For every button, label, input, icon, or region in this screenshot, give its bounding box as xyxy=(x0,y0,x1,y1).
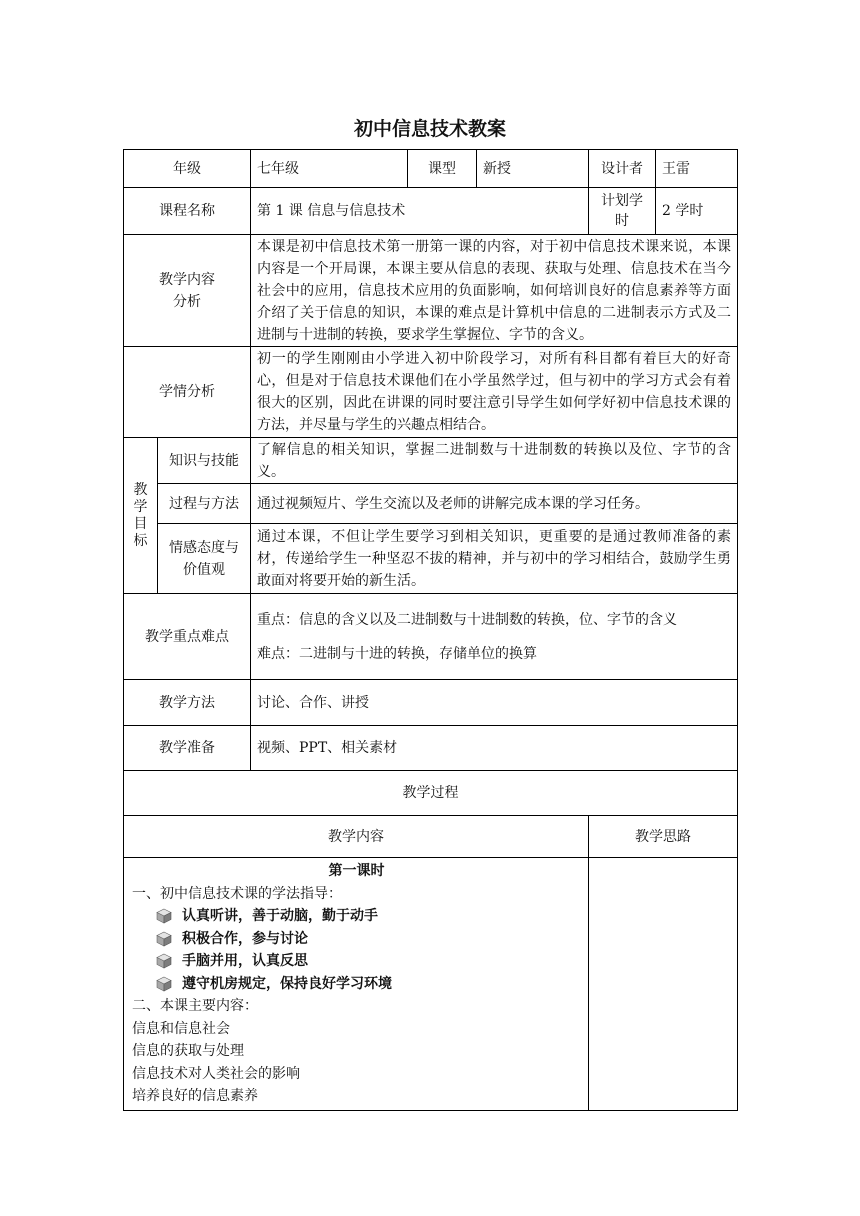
emotion-label xyxy=(158,524,251,594)
content-analysis-label-line1: 教学内容 xyxy=(159,271,215,288)
column-content: 教学内容 xyxy=(124,816,589,858)
column-thinking: 教学思路 xyxy=(589,816,738,858)
content-analysis-label-line2: 分析 xyxy=(173,293,201,310)
lesson-plan-table xyxy=(123,149,738,1111)
course-value: 第 1 课 信息与信息技术 xyxy=(251,188,589,235)
page-title: 初中信息技术教案 xyxy=(353,118,506,140)
student-analysis-label: 学情分析 xyxy=(124,347,251,438)
grade-label: 年级 xyxy=(124,150,251,188)
hours-value: 2 学时 xyxy=(656,188,738,235)
goals-char: 目 xyxy=(133,515,148,532)
lesson-content-cell xyxy=(124,858,589,1111)
list-item: 信息的获取与处理 xyxy=(132,1043,244,1059)
designer-value: 王雷 xyxy=(656,150,738,188)
list-item xyxy=(132,950,581,973)
preparation-text: 视频、PPT、相关素材 xyxy=(251,726,738,771)
list-item xyxy=(132,973,581,996)
emotion-label-line2: 价值观 xyxy=(183,561,225,578)
grade-value: 七年级 xyxy=(251,150,408,188)
gray-cube-icon xyxy=(156,931,172,947)
emotion-text: 通过本课，不但让学生要学习到相关知识，更重要的是通过教师准备的素材，传递给学生一种坚忍不拔的精神，并与初中的学习相结合，鼓励学生勇敢面对将要开始的新生活。 xyxy=(251,524,738,594)
student-analysis-text: 初一的学生刚刚由小学进入初中阶段学习，对所有科目都有着巨大的好奇心，但是对于信息技术课他们在小学虽然学过，但与初中的学习方式会有着很大的区别，因此在讲课的同时要注意引导学生如何学好初中信息技术课的方法，并尽量与学生的兴趣点相结合。 xyxy=(251,347,738,438)
key-points-label: 教学重点难点 xyxy=(124,594,251,680)
goals-char: 教 xyxy=(133,481,148,498)
type-label: 课型 xyxy=(408,150,477,188)
knowledge-text: 了解信息的相关知识，掌握二进制数与十进制数的转换以及位、字节的含义。 xyxy=(251,438,738,484)
designer-label: 设计者 xyxy=(589,150,656,188)
lesson-section1: 一、初中信息技术课的学法指导： xyxy=(132,885,342,902)
list-item: 培养良好的信息素养 xyxy=(132,1088,258,1104)
lesson-section2: 二、本课主要内容： xyxy=(132,998,258,1014)
goals-label xyxy=(124,438,158,594)
process-header: 教学过程 xyxy=(124,771,738,816)
list-item xyxy=(132,928,581,951)
gray-cube-icon xyxy=(156,953,172,969)
bullet-text: 积极合作，参与讨论 xyxy=(182,930,308,947)
method-text: 讨论、合作、讲授 xyxy=(251,680,738,726)
content-analysis-text: 本课是初中信息技术第一册第一课的内容，对于初中信息技术课来说，本课内容是一个开局课，本课主要从信息的表现、获取与处理、信息技术在当今社会中的应用，信息技术应用的负面影响，如何培训良好的信息素养等方面介绍了关于信息的知识，本课的难点是计算机中信息的二进制表示方式及二进制与十进制的转换，要求学生掌握位、字节的含义。 xyxy=(251,235,738,347)
process-method-text: 通过视频短片、学生交流以及老师的讲解完成本课的学习任务。 xyxy=(251,484,738,524)
lesson-thinking-cell xyxy=(589,858,738,1111)
goals-char: 学 xyxy=(133,498,148,515)
lesson-title: 第一课时 xyxy=(328,863,385,879)
bullet-text: 认真听讲，善于动脑，勤于动手 xyxy=(182,908,378,924)
list-item: 信息技术对人类社会的影响 xyxy=(132,1065,300,1082)
key-difficulty: 难点：二进制与十进的转换，存储单位的换算 xyxy=(257,645,537,662)
key-focus: 重点：信息的含义以及二进制数与十进制数的转换，位、字节的含义 xyxy=(257,611,677,628)
process-method-label: 过程与方法 xyxy=(158,484,251,524)
gray-cube-icon xyxy=(156,908,172,924)
content-analysis-label xyxy=(124,235,251,347)
course-label: 课程名称 xyxy=(124,188,251,235)
preparation-label: 教学准备 xyxy=(124,726,251,771)
emotion-label-line1: 情感态度与 xyxy=(169,539,239,556)
knowledge-label: 知识与技能 xyxy=(158,438,251,484)
bullet-text: 手脑并用，认真反思 xyxy=(182,953,308,969)
gray-cube-icon xyxy=(156,976,172,992)
goals-char: 标 xyxy=(133,532,148,549)
list-item: 信息和信息社会 xyxy=(132,1020,230,1037)
list-item xyxy=(132,905,581,928)
type-value: 新授 xyxy=(477,150,589,188)
method-label: 教学方法 xyxy=(124,680,251,726)
key-points-cell xyxy=(251,594,738,680)
hours-label: 计划学时 xyxy=(589,188,656,235)
bullet-text: 遵守机房规定，保持良好学习环境 xyxy=(182,975,392,992)
